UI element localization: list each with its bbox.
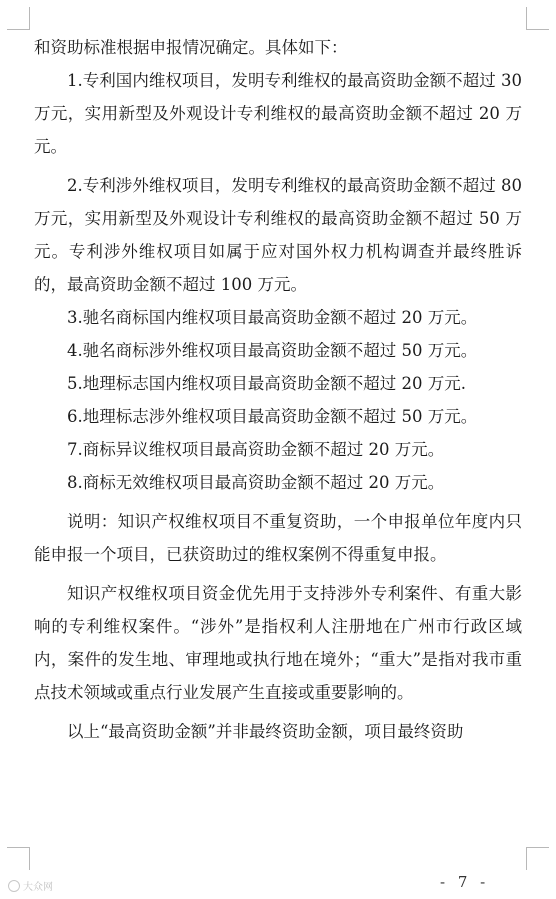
- paragraph-note: 说明：知识产权维权项目不重复资助，一个申报单位年度内只能申报一个项目，已获资助过的维权案例不得重复申报。: [34, 512, 522, 564]
- crop-mark-bottom-left: [7, 847, 30, 870]
- document-body: [34, 31, 522, 748]
- paragraph-continuation: 和资助标准根据申报情况确定。具体如下：: [34, 38, 348, 57]
- paragraph-item-8: 8.商标无效维权项目最高资助金额不超过 20 万元。: [67, 473, 445, 492]
- crop-mark-top-right: [526, 7, 549, 30]
- page-number: - 7 -: [440, 873, 490, 891]
- watermark: [8, 878, 53, 893]
- paragraph-item-6: 6.地理标志涉外维权项目最高资助金额不超过 50 万元。: [67, 407, 478, 426]
- paragraph-item-4: 4.驰名商标涉外维权项目最高资助金额不超过 50 万元。: [67, 341, 478, 360]
- paragraph-item-5: 5.地理标志国内维权项目最高资助金额不超过 20 万元.: [67, 374, 466, 393]
- crop-mark-bottom-right: [526, 847, 549, 870]
- paragraph-item-3: 3.驰名商标国内维权项目最高资助金额不超过 20 万元。: [67, 308, 478, 327]
- paragraph-item-7: 7.商标异议维权项目最高资助金额不超过 20 万元。: [67, 440, 445, 459]
- watermark-logo-icon: [8, 880, 20, 892]
- paragraph-priority: 知识产权维权项目资金优先用于支持涉外专利案件、有重大影响的专利维权案件。“涉外”是指权利人注册地在广州市行政区域内，案件的发生地、审理地或执行地在境外；“重大”是指对我市重点技术领域或重点行业发展产生直接或重要影响的。: [34, 584, 522, 702]
- watermark-text: 大众网: [23, 882, 53, 893]
- crop-mark-top-left: [7, 7, 30, 30]
- paragraph-final: 以上“最高资助金额”并非最终资助金额，项目最终资助: [67, 722, 464, 741]
- paragraph-item-1: 1.专利国内维权项目，发明专利维权的最高资助金额不超过 30 万元，实用新型及外观设计专利维权的最高资助金额不超过 20 万元。: [34, 71, 522, 156]
- paragraph-item-2: 2.专利涉外维权项目，发明专利维权的最高资助金额不超过 80 万元，实用新型及外观设计专利维权的最高资助金额不超过 50 万元。专利涉外维权项目如属于应对国外权力机构调查并最终胜诉的，最高资助金额不超过 100 万元。: [34, 176, 522, 294]
